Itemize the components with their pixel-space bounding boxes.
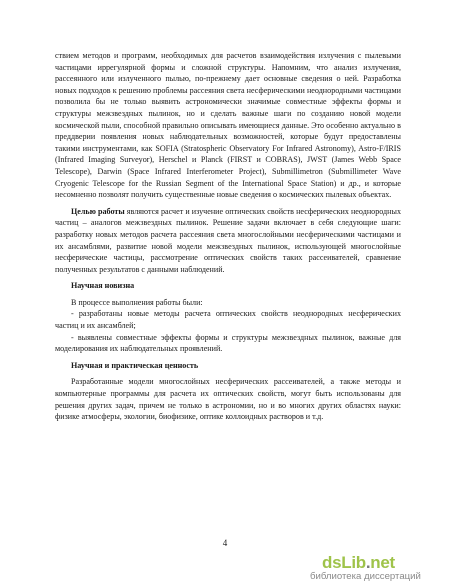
paragraph-methods-context: ствием методов и программ, необходимых для расчетов взаимодействия излучения с пылевыми частицами иррегулярной формы и сложной структуры. Напомним, что анализ излучения, рассеянного или излученного пылью, по-прежнему дает основные сведения о ней. Разработка новых подходов к решению проблемы рассеяния света несферическими неоднородными частицами позволила бы не только выявить астрономически значимые совместные эффекты формы и структуры межзвездных пылинок, но и сделать важные шаги по созданию новой модели космической пыли, способной правильно описывать имеющиеся данные. Это особенно актуально в преддверии появления новых наблюдательных возможностей, которые будут предоставлены такими инструментами, как SOFIA (Stratospheric Observatory For Infrared Astronomy), Astro-F/IRIS (Infrared Imaging Surveyor), Herschel и Planck (FIRST и COBRAS), JWST (James Webb Space Telescope), Darwin (Space Infrared Interferometer Project), Submillimetron (Submillimeter Wave Cryogenic Telescope for the Russian Segment of the International Space Station) и др., и которые несомненно позволят получить существенные новые сведения о космических пылевых объектах.	[55, 51, 401, 200]
page-body	[55, 50, 401, 423]
goal-label: Целью работы	[71, 206, 125, 216]
paragraph-novelty-item-1: - разработаны новые методы расчета оптических свойств неоднородных несферических частиц и их ансамблей;	[55, 309, 401, 331]
dslib-tagline: библиотека диссертаций	[310, 571, 421, 582]
page-number: 4	[222, 538, 228, 548]
paragraph-value: Разработанные модели многослойных несферических рассеивателей, а также методы и компьютерные программы для расчета их оптических свойств, могут быть использованы для решения других задач, причем не только в астрономии, но и во многих других областях науки: физике атмосферы, экологии, биофизике, оптике коллоидных растворов и т.д.	[55, 377, 401, 422]
paragraph-novelty-item-2: - выявлены совместные эффекты формы и структуры межзвездных пылинок, важные для моделирования их наблюдательных проявлений.	[55, 332, 401, 354]
paragraph-novelty-intro: В процессе выполнения работы были:	[71, 297, 203, 307]
heading-value: Научная и практическая ценность	[71, 360, 199, 370]
dslib-logo: dsLib.net	[322, 553, 395, 572]
heading-novelty: Научная новизна	[71, 281, 135, 291]
dslib-watermark[interactable]	[300, 553, 450, 582]
goal-text: являются расчет и изучение оптических свойств несферических неоднородных частиц – аналогов межзвездных пылинок. Решение задачи включает в себя следующие шаги: разработку новых методов расчета рассеяния света многослойными несферическими частицами и их ансамблями, развитие новой модели межзвездных пылинок, использующей многослойные несферические частицы, рассмотрение оптических свойств таких рассеивателей, сравнение полученных результатов с данными наблюдений.	[55, 206, 401, 274]
paragraph-goal	[55, 206, 401, 276]
